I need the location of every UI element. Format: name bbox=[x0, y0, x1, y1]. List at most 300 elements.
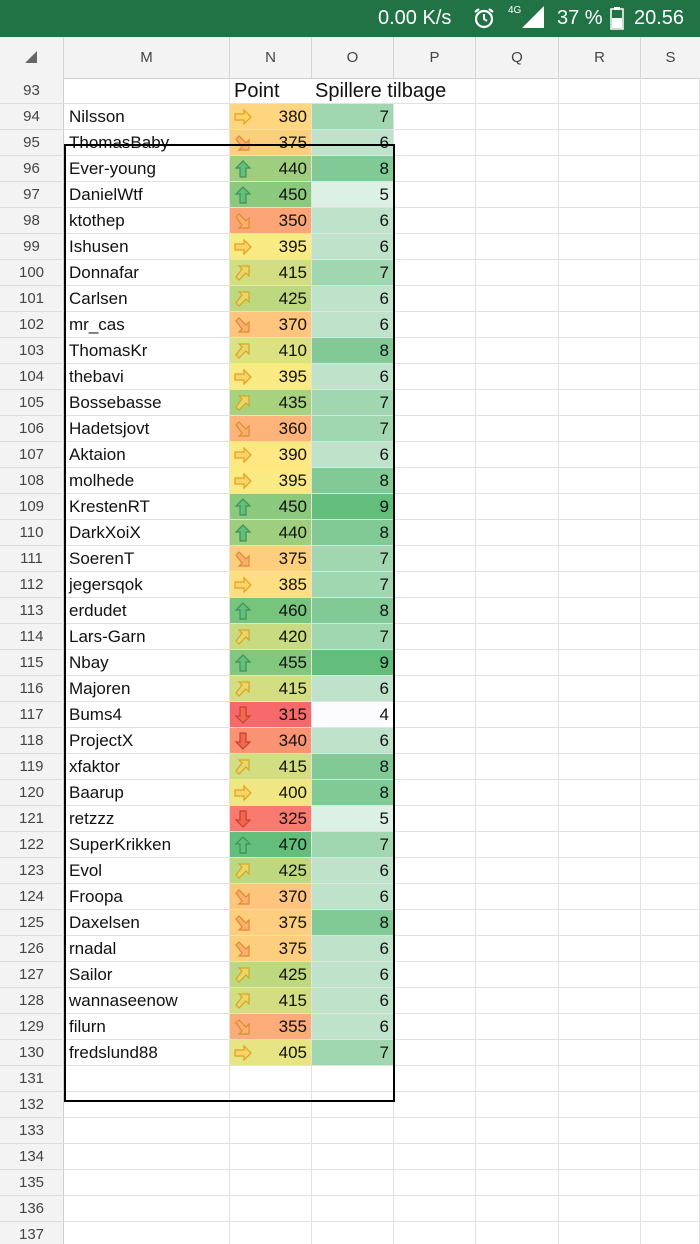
cell-n[interactable] bbox=[230, 494, 312, 520]
cell-m[interactable] bbox=[64, 910, 230, 936]
cell-n[interactable] bbox=[230, 728, 312, 754]
cell-n[interactable] bbox=[230, 416, 312, 442]
row-number[interactable]: 107 bbox=[0, 442, 64, 468]
cell-q[interactable] bbox=[476, 650, 559, 676]
cell-p[interactable] bbox=[394, 468, 476, 494]
cell-n[interactable] bbox=[230, 1196, 312, 1222]
cell-s[interactable] bbox=[641, 962, 700, 988]
row-number[interactable]: 115 bbox=[0, 650, 64, 676]
cell-o[interactable] bbox=[312, 728, 394, 754]
cell-q[interactable] bbox=[476, 1196, 559, 1222]
row-number[interactable]: 121 bbox=[0, 806, 64, 832]
cell-p[interactable] bbox=[394, 390, 476, 416]
cell-r[interactable] bbox=[559, 312, 641, 338]
cell-p[interactable] bbox=[394, 1196, 476, 1222]
cell-m[interactable] bbox=[64, 1040, 230, 1066]
row-number[interactable]: 124 bbox=[0, 884, 64, 910]
cell-n[interactable] bbox=[230, 338, 312, 364]
cell-r[interactable] bbox=[559, 182, 641, 208]
cell-q[interactable] bbox=[476, 78, 559, 104]
cell-q[interactable] bbox=[476, 364, 559, 390]
cell-r[interactable] bbox=[559, 260, 641, 286]
cell-r[interactable] bbox=[559, 962, 641, 988]
cell-q[interactable] bbox=[476, 702, 559, 728]
cell-o[interactable] bbox=[312, 1066, 394, 1092]
cell-o[interactable] bbox=[312, 1092, 394, 1118]
cell-p[interactable] bbox=[394, 962, 476, 988]
cell-q[interactable] bbox=[476, 416, 559, 442]
cell-p[interactable] bbox=[394, 104, 476, 130]
cell-o[interactable] bbox=[312, 494, 394, 520]
cell-o[interactable] bbox=[312, 546, 394, 572]
cell-s[interactable] bbox=[641, 1014, 700, 1040]
cell-r[interactable] bbox=[559, 858, 641, 884]
cell-q[interactable] bbox=[476, 676, 559, 702]
cell-n[interactable] bbox=[230, 104, 312, 130]
cell-s[interactable] bbox=[641, 936, 700, 962]
cell-p[interactable] bbox=[394, 806, 476, 832]
cell-o[interactable] bbox=[312, 1014, 394, 1040]
cell-m[interactable] bbox=[64, 338, 230, 364]
cell-q[interactable] bbox=[476, 832, 559, 858]
cell-p[interactable] bbox=[394, 1222, 476, 1244]
row-number[interactable]: 119 bbox=[0, 754, 64, 780]
row-number[interactable]: 133 bbox=[0, 1118, 64, 1144]
cell-n[interactable] bbox=[230, 572, 312, 598]
cell-p[interactable] bbox=[394, 728, 476, 754]
cell-n[interactable] bbox=[230, 936, 312, 962]
row-number[interactable]: 108 bbox=[0, 468, 64, 494]
cell-n[interactable] bbox=[230, 520, 312, 546]
cell-q[interactable] bbox=[476, 234, 559, 260]
cell-p[interactable] bbox=[394, 156, 476, 182]
cell-p[interactable] bbox=[394, 936, 476, 962]
cell-n[interactable] bbox=[230, 208, 312, 234]
cell-n[interactable] bbox=[230, 676, 312, 702]
cell-p[interactable] bbox=[394, 988, 476, 1014]
cell-q[interactable] bbox=[476, 468, 559, 494]
cell-s[interactable] bbox=[641, 104, 700, 130]
cell-o[interactable] bbox=[312, 312, 394, 338]
cell-p[interactable] bbox=[394, 1066, 476, 1092]
cell-q[interactable] bbox=[476, 1170, 559, 1196]
cell-r[interactable] bbox=[559, 1092, 641, 1118]
row-number[interactable]: 114 bbox=[0, 624, 64, 650]
cell-s[interactable] bbox=[641, 182, 700, 208]
cell-q[interactable] bbox=[476, 286, 559, 312]
cell-q[interactable] bbox=[476, 728, 559, 754]
column-header-r[interactable]: R bbox=[559, 37, 641, 78]
row-number[interactable]: 118 bbox=[0, 728, 64, 754]
cell-m[interactable] bbox=[64, 806, 230, 832]
cell-p[interactable] bbox=[394, 416, 476, 442]
cell-s[interactable] bbox=[641, 442, 700, 468]
cell-s[interactable] bbox=[641, 130, 700, 156]
cell-q[interactable] bbox=[476, 1014, 559, 1040]
cell-n[interactable] bbox=[230, 130, 312, 156]
cell-s[interactable] bbox=[641, 598, 700, 624]
cell-s[interactable] bbox=[641, 910, 700, 936]
cell-p[interactable] bbox=[394, 260, 476, 286]
cell-s[interactable] bbox=[641, 1040, 700, 1066]
cell-o[interactable] bbox=[312, 182, 394, 208]
cell-r[interactable] bbox=[559, 416, 641, 442]
cell-n[interactable] bbox=[230, 78, 312, 104]
cell-p[interactable] bbox=[394, 494, 476, 520]
cell-r[interactable] bbox=[559, 832, 641, 858]
cell-r[interactable] bbox=[559, 650, 641, 676]
cell-m[interactable] bbox=[64, 572, 230, 598]
cell-n[interactable] bbox=[230, 1092, 312, 1118]
cell-p[interactable] bbox=[394, 1144, 476, 1170]
cell-r[interactable] bbox=[559, 1066, 641, 1092]
cell-r[interactable] bbox=[559, 286, 641, 312]
cell-o[interactable] bbox=[312, 910, 394, 936]
cell-p[interactable] bbox=[394, 1118, 476, 1144]
cell-m[interactable] bbox=[64, 884, 230, 910]
cell-o[interactable] bbox=[312, 78, 447, 104]
cell-m[interactable] bbox=[64, 494, 230, 520]
cell-p[interactable] bbox=[394, 780, 476, 806]
cell-q[interactable] bbox=[476, 1040, 559, 1066]
cell-n[interactable] bbox=[230, 390, 312, 416]
cell-o[interactable] bbox=[312, 1170, 394, 1196]
cell-n[interactable] bbox=[230, 182, 312, 208]
cell-s[interactable] bbox=[641, 572, 700, 598]
cell-r[interactable] bbox=[559, 936, 641, 962]
cell-o[interactable] bbox=[312, 234, 394, 260]
cell-q[interactable] bbox=[476, 1144, 559, 1170]
cell-p[interactable] bbox=[394, 130, 476, 156]
cell-p[interactable] bbox=[394, 182, 476, 208]
cell-r[interactable] bbox=[559, 442, 641, 468]
cell-o[interactable] bbox=[312, 676, 394, 702]
cell-o[interactable] bbox=[312, 390, 394, 416]
cell-o[interactable] bbox=[312, 598, 394, 624]
cell-o[interactable] bbox=[312, 832, 394, 858]
cell-q[interactable] bbox=[476, 572, 559, 598]
cell-o[interactable] bbox=[312, 1144, 394, 1170]
cell-m[interactable] bbox=[64, 676, 230, 702]
cell-s[interactable] bbox=[641, 1170, 700, 1196]
cell-q[interactable] bbox=[476, 312, 559, 338]
cell-r[interactable] bbox=[559, 1040, 641, 1066]
cell-r[interactable] bbox=[559, 598, 641, 624]
row-number[interactable]: 122 bbox=[0, 832, 64, 858]
cell-r[interactable] bbox=[559, 910, 641, 936]
row-number[interactable]: 106 bbox=[0, 416, 64, 442]
cell-m[interactable] bbox=[64, 702, 230, 728]
row-number[interactable]: 137 bbox=[0, 1222, 64, 1244]
cell-p[interactable] bbox=[394, 1170, 476, 1196]
cell-q[interactable] bbox=[476, 520, 559, 546]
cell-s[interactable] bbox=[641, 754, 700, 780]
cell-r[interactable] bbox=[559, 78, 641, 104]
cell-n[interactable] bbox=[230, 780, 312, 806]
cell-p[interactable] bbox=[394, 234, 476, 260]
cell-s[interactable] bbox=[641, 884, 700, 910]
cell-q[interactable] bbox=[476, 130, 559, 156]
cell-q[interactable] bbox=[476, 910, 559, 936]
cell-s[interactable] bbox=[641, 208, 700, 234]
cell-o[interactable] bbox=[312, 130, 394, 156]
cell-o[interactable] bbox=[312, 286, 394, 312]
cell-r[interactable] bbox=[559, 624, 641, 650]
cell-n[interactable] bbox=[230, 832, 312, 858]
cell-o[interactable] bbox=[312, 936, 394, 962]
cell-q[interactable] bbox=[476, 858, 559, 884]
cell-n[interactable] bbox=[230, 1014, 312, 1040]
column-header-q[interactable]: Q bbox=[476, 37, 559, 78]
cell-q[interactable] bbox=[476, 1118, 559, 1144]
cell-s[interactable] bbox=[641, 624, 700, 650]
cell-s[interactable] bbox=[641, 156, 700, 182]
cell-r[interactable] bbox=[559, 364, 641, 390]
cell-r[interactable] bbox=[559, 520, 641, 546]
cell-m[interactable] bbox=[64, 1222, 230, 1244]
cell-q[interactable] bbox=[476, 260, 559, 286]
cell-m[interactable] bbox=[64, 728, 230, 754]
cell-p[interactable] bbox=[394, 1092, 476, 1118]
cell-s[interactable] bbox=[641, 234, 700, 260]
cell-s[interactable] bbox=[641, 468, 700, 494]
cell-p[interactable] bbox=[394, 286, 476, 312]
cell-s[interactable] bbox=[641, 702, 700, 728]
cell-o[interactable] bbox=[312, 1040, 394, 1066]
cell-n[interactable] bbox=[230, 962, 312, 988]
cell-s[interactable] bbox=[641, 494, 700, 520]
cell-n[interactable] bbox=[230, 1040, 312, 1066]
column-header-n[interactable]: N bbox=[230, 37, 312, 78]
cell-m[interactable] bbox=[64, 650, 230, 676]
cell-m[interactable] bbox=[64, 104, 230, 130]
cell-r[interactable] bbox=[559, 104, 641, 130]
cell-s[interactable] bbox=[641, 1066, 700, 1092]
cell-m[interactable] bbox=[64, 156, 230, 182]
cell-o[interactable] bbox=[312, 442, 394, 468]
row-number[interactable]: 131 bbox=[0, 1066, 64, 1092]
cell-o[interactable] bbox=[312, 884, 394, 910]
cell-o[interactable] bbox=[312, 1196, 394, 1222]
cell-p[interactable] bbox=[394, 624, 476, 650]
cell-s[interactable] bbox=[641, 364, 700, 390]
cell-n[interactable] bbox=[230, 988, 312, 1014]
row-number[interactable]: 128 bbox=[0, 988, 64, 1014]
cell-n[interactable] bbox=[230, 312, 312, 338]
cell-p[interactable] bbox=[394, 832, 476, 858]
cell-m[interactable] bbox=[64, 832, 230, 858]
cell-m[interactable] bbox=[64, 624, 230, 650]
cell-m[interactable] bbox=[64, 1118, 230, 1144]
cell-m[interactable] bbox=[64, 1170, 230, 1196]
row-number[interactable]: 102 bbox=[0, 312, 64, 338]
row-number[interactable]: 135 bbox=[0, 1170, 64, 1196]
row-number[interactable]: 110 bbox=[0, 520, 64, 546]
cell-p[interactable] bbox=[394, 312, 476, 338]
cell-r[interactable] bbox=[559, 130, 641, 156]
cell-o[interactable] bbox=[312, 338, 394, 364]
cell-n[interactable] bbox=[230, 442, 312, 468]
cell-n[interactable] bbox=[230, 1066, 312, 1092]
cell-m[interactable] bbox=[64, 598, 230, 624]
cell-s[interactable] bbox=[641, 806, 700, 832]
row-number[interactable]: 105 bbox=[0, 390, 64, 416]
cell-s[interactable] bbox=[641, 286, 700, 312]
cell-m[interactable] bbox=[64, 936, 230, 962]
cell-n[interactable] bbox=[230, 546, 312, 572]
row-number[interactable]: 134 bbox=[0, 1144, 64, 1170]
row-number[interactable]: 94 bbox=[0, 104, 64, 130]
cell-m[interactable] bbox=[64, 1144, 230, 1170]
cell-s[interactable] bbox=[641, 676, 700, 702]
cell-r[interactable] bbox=[559, 780, 641, 806]
cell-m[interactable] bbox=[64, 416, 230, 442]
column-header-s[interactable]: S bbox=[665, 49, 676, 66]
row-number[interactable]: 101 bbox=[0, 286, 64, 312]
cell-s[interactable] bbox=[641, 1092, 700, 1118]
cell-o[interactable] bbox=[312, 364, 394, 390]
row-number[interactable]: 98 bbox=[0, 208, 64, 234]
cell-r[interactable] bbox=[559, 234, 641, 260]
row-number[interactable]: 112 bbox=[0, 572, 64, 598]
cell-r[interactable] bbox=[559, 1014, 641, 1040]
cell-m[interactable] bbox=[64, 1092, 230, 1118]
cell-p[interactable] bbox=[394, 676, 476, 702]
cell-o[interactable] bbox=[312, 156, 394, 182]
cell-p[interactable] bbox=[394, 572, 476, 598]
row-number[interactable]: 104 bbox=[0, 364, 64, 390]
cell-p[interactable] bbox=[394, 702, 476, 728]
cell-s[interactable] bbox=[641, 728, 700, 754]
cell-p[interactable] bbox=[394, 442, 476, 468]
cell-s[interactable] bbox=[641, 312, 700, 338]
cell-r[interactable] bbox=[559, 676, 641, 702]
cell-r[interactable] bbox=[559, 156, 641, 182]
cell-p[interactable] bbox=[394, 520, 476, 546]
cell-o[interactable] bbox=[312, 260, 394, 286]
cell-r[interactable] bbox=[559, 702, 641, 728]
cell-r[interactable] bbox=[559, 468, 641, 494]
cell-n[interactable] bbox=[230, 702, 312, 728]
cell-q[interactable] bbox=[476, 208, 559, 234]
cell-m[interactable] bbox=[64, 260, 230, 286]
cell-p[interactable] bbox=[394, 598, 476, 624]
cell-s[interactable] bbox=[641, 260, 700, 286]
cell-p[interactable] bbox=[394, 858, 476, 884]
cell-q[interactable] bbox=[476, 962, 559, 988]
cell-q[interactable] bbox=[476, 1092, 559, 1118]
cell-r[interactable] bbox=[559, 1196, 641, 1222]
row-number[interactable]: 97 bbox=[0, 182, 64, 208]
cell-r[interactable] bbox=[559, 1222, 641, 1244]
row-number[interactable]: 111 bbox=[0, 546, 64, 572]
cell-o[interactable] bbox=[312, 1118, 394, 1144]
spreadsheet[interactable] bbox=[0, 37, 700, 1244]
cell-r[interactable] bbox=[559, 728, 641, 754]
select-all-corner[interactable] bbox=[0, 37, 64, 78]
cell-o[interactable] bbox=[312, 1222, 394, 1244]
cell-n[interactable] bbox=[230, 468, 312, 494]
cell-s[interactable] bbox=[641, 520, 700, 546]
cell-o[interactable] bbox=[312, 858, 394, 884]
cell-s[interactable] bbox=[641, 780, 700, 806]
row-number[interactable]: 123 bbox=[0, 858, 64, 884]
cell-q[interactable] bbox=[476, 884, 559, 910]
cell-p[interactable] bbox=[394, 208, 476, 234]
cell-o[interactable] bbox=[312, 572, 394, 598]
row-number[interactable]: 132 bbox=[0, 1092, 64, 1118]
cell-s[interactable] bbox=[641, 832, 700, 858]
cell-q[interactable] bbox=[476, 1066, 559, 1092]
row-number[interactable]: 125 bbox=[0, 910, 64, 936]
row-number[interactable]: 126 bbox=[0, 936, 64, 962]
cell-m[interactable] bbox=[64, 858, 230, 884]
cell-n[interactable] bbox=[230, 754, 312, 780]
row-number[interactable]: 99 bbox=[0, 234, 64, 260]
cell-s[interactable] bbox=[641, 1222, 700, 1244]
cell-m[interactable] bbox=[64, 78, 230, 104]
row-number[interactable]: 120 bbox=[0, 780, 64, 806]
cell-o[interactable] bbox=[312, 520, 394, 546]
cell-n[interactable] bbox=[230, 260, 312, 286]
cell-m[interactable] bbox=[64, 546, 230, 572]
row-number[interactable]: 116 bbox=[0, 676, 64, 702]
cell-m[interactable] bbox=[64, 1196, 230, 1222]
cell-o[interactable] bbox=[312, 962, 394, 988]
cell-r[interactable] bbox=[559, 1144, 641, 1170]
cell-n[interactable] bbox=[230, 364, 312, 390]
row-number[interactable]: 127 bbox=[0, 962, 64, 988]
cell-q[interactable] bbox=[476, 780, 559, 806]
cell-o[interactable] bbox=[312, 468, 394, 494]
cell-m[interactable] bbox=[64, 988, 230, 1014]
cell-n[interactable] bbox=[230, 598, 312, 624]
cell-q[interactable] bbox=[476, 338, 559, 364]
cell-n[interactable] bbox=[230, 884, 312, 910]
cell-p[interactable] bbox=[394, 1014, 476, 1040]
cell-n[interactable] bbox=[230, 234, 312, 260]
cell-o[interactable] bbox=[312, 780, 394, 806]
cell-s[interactable] bbox=[641, 338, 700, 364]
cell-r[interactable] bbox=[559, 884, 641, 910]
cell-q[interactable] bbox=[476, 390, 559, 416]
cell-n[interactable] bbox=[230, 1170, 312, 1196]
cell-s[interactable] bbox=[641, 858, 700, 884]
cell-r[interactable] bbox=[559, 1170, 641, 1196]
cell-r[interactable] bbox=[559, 806, 641, 832]
cell-m[interactable] bbox=[64, 442, 230, 468]
cell-o[interactable] bbox=[312, 650, 394, 676]
row-number[interactable]: 113 bbox=[0, 598, 64, 624]
cell-r[interactable] bbox=[559, 1118, 641, 1144]
row-number[interactable]: 95 bbox=[0, 130, 64, 156]
cell-p[interactable] bbox=[394, 910, 476, 936]
cell-n[interactable] bbox=[230, 156, 312, 182]
cell-o[interactable] bbox=[312, 754, 394, 780]
cell-m[interactable] bbox=[64, 130, 230, 156]
cell-m[interactable] bbox=[64, 364, 230, 390]
cell-r[interactable] bbox=[559, 338, 641, 364]
cell-p[interactable] bbox=[394, 1040, 476, 1066]
cell-s[interactable] bbox=[641, 416, 700, 442]
cell-n[interactable] bbox=[230, 806, 312, 832]
row-number[interactable]: 109 bbox=[0, 494, 64, 520]
cell-s[interactable] bbox=[641, 1118, 700, 1144]
cell-p[interactable] bbox=[394, 754, 476, 780]
row-number[interactable]: 96 bbox=[0, 156, 64, 182]
cell-r[interactable] bbox=[559, 546, 641, 572]
row-number[interactable]: 129 bbox=[0, 1014, 64, 1040]
